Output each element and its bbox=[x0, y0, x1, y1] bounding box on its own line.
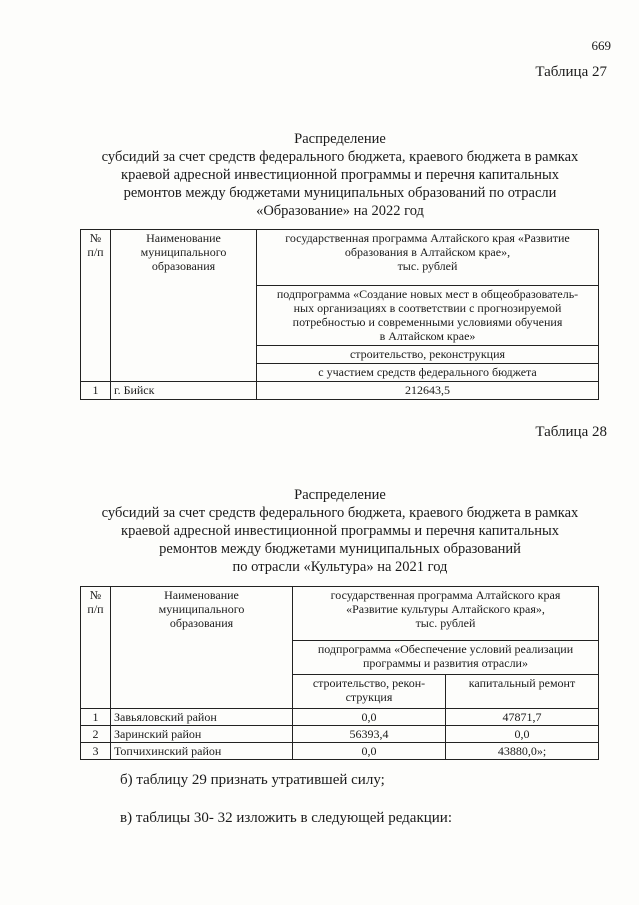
table-28 bbox=[80, 586, 599, 760]
row-name: Завьяловский район bbox=[111, 709, 293, 726]
paragraph-v: в) таблицы 30- 32 изложить в следующей редакции: bbox=[120, 810, 452, 826]
table-row bbox=[81, 726, 599, 743]
title-line: субсидий за счет средств федерального бюджета, краевого бюджета в рамках bbox=[101, 505, 579, 521]
row-construction: 56393,4 bbox=[293, 726, 446, 743]
paragraph-b: б) таблицу 29 признать утратившей силу; bbox=[120, 772, 385, 788]
header-subprogram: подпрограмма «Создание новых мест в общеобразователь- ных организациях в соответствии с прогнозируемой потребностью и современными условиями обучения в Алтайском крае» bbox=[257, 286, 599, 346]
title-line: краевой адресной инвестиционной программы и перечня капитальных bbox=[121, 523, 559, 539]
row-num: 3 bbox=[81, 743, 111, 760]
header-construction: строительство, реконструкция bbox=[257, 346, 599, 364]
header-construction: строительство, рекон- струкция bbox=[293, 675, 446, 709]
row-name: Заринский район bbox=[111, 726, 293, 743]
header-num: № п/п bbox=[81, 230, 111, 382]
table-row bbox=[81, 709, 599, 726]
page-number: 669 bbox=[591, 38, 611, 53]
row-num: 2 bbox=[81, 726, 111, 743]
row-repair: 0,0 bbox=[446, 726, 599, 743]
header-federal: с участием средств федерального бюджета bbox=[257, 364, 599, 382]
header-repair: капитальный ремонт bbox=[446, 675, 599, 709]
title-line: ремонтов между бюджетами муниципальных образований bbox=[159, 541, 521, 557]
header-name: Наименование муниципального образования bbox=[111, 230, 257, 382]
row-name: Топчихинский район bbox=[111, 743, 293, 760]
title-line: Распределение bbox=[294, 487, 386, 503]
title-line: «Образование» на 2022 год bbox=[256, 203, 424, 219]
row-repair: 47871,7 bbox=[446, 709, 599, 726]
row-construction: 0,0 bbox=[293, 709, 446, 726]
row-num: 1 bbox=[81, 382, 111, 400]
title-line: Распределение bbox=[294, 131, 386, 147]
table-row bbox=[81, 382, 599, 400]
row-repair: 43880,0»; bbox=[446, 743, 599, 760]
header-name: Наименование муниципального образования bbox=[111, 587, 293, 709]
title-line: по отрасли «Культура» на 2021 год bbox=[232, 559, 448, 575]
row-value: 212643,5 bbox=[257, 382, 599, 400]
row-num: 1 bbox=[81, 709, 111, 726]
title-line: ремонтов между бюджетами муниципальных образований по отрасли bbox=[123, 185, 557, 201]
table-row bbox=[81, 743, 599, 760]
row-name: г. Бийск bbox=[111, 382, 257, 400]
table-27 bbox=[80, 229, 599, 400]
table-27-title bbox=[70, 130, 610, 220]
title-line: субсидий за счет средств федерального бюджета, краевого бюджета в рамках bbox=[101, 149, 579, 165]
header-program: государственная программа Алтайского края «Развитие образования в Алтайском крае», тыс. рублей bbox=[257, 230, 599, 286]
header-num: № п/п bbox=[81, 587, 111, 709]
title-line: краевой адресной инвестиционной программы и перечня капитальных bbox=[121, 167, 559, 183]
header-program: государственная программа Алтайского края «Развитие культуры Алтайского края», тыс. рублей bbox=[293, 587, 599, 641]
table-28-title bbox=[70, 486, 610, 576]
row-construction: 0,0 bbox=[293, 743, 446, 760]
header-subprogram: подпрограмма «Обеспечение условий реализации программы и развития отрасли» bbox=[293, 641, 599, 675]
table-27-label: Таблица 27 bbox=[535, 64, 607, 80]
table-28-label: Таблица 28 bbox=[535, 424, 607, 440]
